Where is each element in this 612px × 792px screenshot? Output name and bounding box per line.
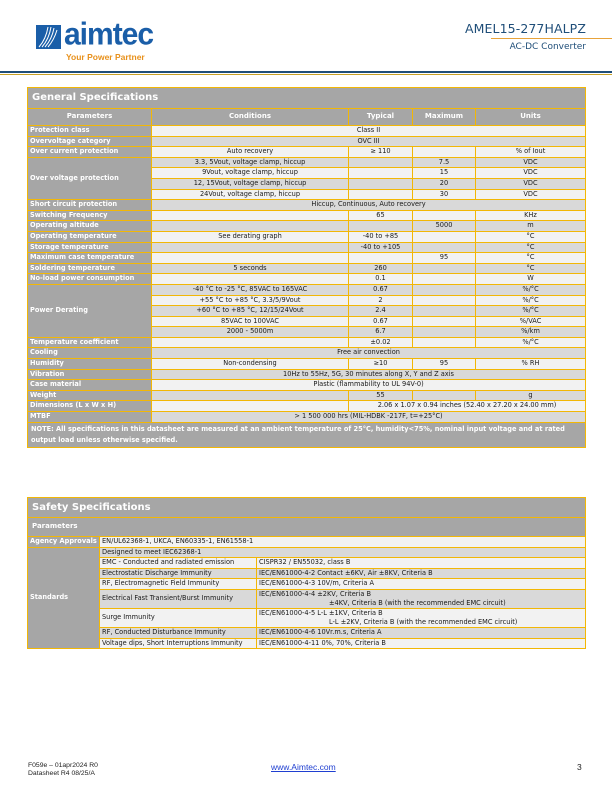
- param-label: Case material: [28, 380, 152, 391]
- condition: 12, 15Vout, voltage clamp, hiccup: [152, 178, 349, 189]
- section-title: General Specifications: [28, 88, 586, 109]
- typical: 55: [349, 390, 413, 401]
- standard-value: CISPR32 / EN55032, class B: [257, 558, 586, 569]
- maximum: [413, 284, 476, 295]
- maximum: 95: [413, 359, 476, 370]
- standard-name: RF, Electromagnetic Field Immunity: [100, 579, 257, 590]
- table-row: [28, 147, 586, 158]
- param-label: Operating altitude: [28, 221, 152, 232]
- param-label: MTBF: [28, 412, 152, 423]
- standard-value: IEC/EN61000-4-2 Contact ±6KV, Air ±8KV, Criteria B: [257, 568, 586, 579]
- table-row: [28, 231, 586, 242]
- maximum: 15: [413, 168, 476, 179]
- table-row: [28, 369, 586, 380]
- table-row: [28, 547, 586, 558]
- standard-value-line1: IEC/EN61000-4-4 ±2KV, Criteria B: [259, 589, 371, 598]
- table-row: [28, 627, 586, 638]
- table-row: [28, 412, 586, 423]
- maximum: 20: [413, 178, 476, 189]
- standard-value: IEC/EN61000-4-6 10Vr.m.s, Criteria A: [257, 627, 586, 638]
- typical: [349, 189, 413, 200]
- standard-value: IEC/EN61000-4-3 10V/m, Criteria A: [257, 579, 586, 590]
- section-title: Safety Specifications: [28, 498, 586, 518]
- table-row: [28, 242, 586, 253]
- param-value: > 1 500 000 hrs (MIL-HDBK -217F, t=+25°C): [152, 412, 586, 423]
- table-row: [28, 638, 586, 649]
- column-header-conditions: Conditions: [152, 109, 349, 126]
- condition: +55 °C to +85 °C, 3.3/5/9Vout: [152, 295, 349, 306]
- maximum: [413, 327, 476, 338]
- maximum: [413, 390, 476, 401]
- unit: % of Iout: [476, 147, 586, 158]
- logo-tagline: Your Power Partner: [66, 52, 145, 62]
- maximum: [413, 210, 476, 221]
- param-value: 2.06 x 1.07 x 0.94 inches (52.40 x 27.20 x 24.00 mm): [349, 401, 586, 412]
- table-row: [28, 558, 586, 569]
- maximum: [413, 147, 476, 158]
- table-row: [28, 359, 586, 370]
- typical: [349, 253, 413, 264]
- table-row: [28, 390, 586, 401]
- typical: 65: [349, 210, 413, 221]
- param-label: Agency Approvals: [28, 537, 100, 548]
- table-row: [28, 274, 586, 285]
- typical: 0.67: [349, 316, 413, 327]
- maximum: 30: [413, 189, 476, 200]
- typical: 0.67: [349, 284, 413, 295]
- header-divider: [0, 71, 612, 73]
- unit: °C: [476, 253, 586, 264]
- typical: 0.1: [349, 274, 413, 285]
- footer-revision: [28, 762, 98, 778]
- datasheet-revision: Datasheet R4 08/25/A: [28, 770, 95, 777]
- unit: % RH: [476, 359, 586, 370]
- table-row: [28, 537, 586, 548]
- typical: [349, 221, 413, 232]
- maximum: [413, 263, 476, 274]
- standard-name: Electrical Fast Transient/Burst Immunity: [100, 589, 257, 608]
- unit: °C: [476, 242, 586, 253]
- param-label: Power Derating: [28, 284, 152, 337]
- table-row: [28, 589, 586, 608]
- table-row: [28, 263, 586, 274]
- table-row: [28, 253, 586, 264]
- condition: +60 °C to +85 °C, 12/15/24Vout: [152, 306, 349, 317]
- table-row: [28, 568, 586, 579]
- param-value: Class II: [152, 126, 586, 137]
- typical: -40 to +85: [349, 231, 413, 242]
- page-number: 3: [577, 762, 582, 772]
- param-label: Maximum case temperature: [28, 253, 152, 264]
- unit: KHz: [476, 210, 586, 221]
- table-row: [28, 401, 586, 412]
- condition: 9Vout, voltage clamp, hiccup: [152, 168, 349, 179]
- typical: [349, 168, 413, 179]
- param-label: Weight: [28, 390, 152, 401]
- param-label: Dimensions (L x W x H): [28, 401, 152, 412]
- condition: 24Vout, voltage clamp, hiccup: [152, 189, 349, 200]
- condition: [152, 242, 349, 253]
- param-value: Hiccup, Continuous, Auto recovery: [152, 200, 586, 211]
- table-row: [28, 284, 586, 295]
- table-row: [28, 210, 586, 221]
- param-label: Operating temperature: [28, 231, 152, 242]
- table-row: [28, 579, 586, 590]
- maximum: [413, 231, 476, 242]
- product-code: AMEL15-277HALPZ: [465, 21, 586, 36]
- unit: %/VAC: [476, 316, 586, 327]
- maximum: [413, 306, 476, 317]
- maximum: [413, 295, 476, 306]
- title-underline: [491, 38, 612, 39]
- unit: °C: [476, 263, 586, 274]
- condition: [152, 274, 349, 285]
- typical: ≥10: [349, 359, 413, 370]
- table-row: [28, 608, 586, 627]
- condition: 3.3, 5Vout, voltage clamp, hiccup: [152, 157, 349, 168]
- table-row: [28, 126, 586, 137]
- maximum: [413, 316, 476, 327]
- column-header-typical: Typical: [349, 109, 413, 126]
- condition: 5 seconds: [152, 263, 349, 274]
- standard-value: IEC/EN61000-4-11 0%, 70%, Criteria B: [257, 638, 586, 649]
- table-row: [28, 380, 586, 391]
- logo-wordmark: aimtec: [64, 17, 154, 52]
- safety-specifications-table: [27, 497, 586, 649]
- unit: VDC: [476, 168, 586, 179]
- column-header-maximum: Maximum: [413, 109, 476, 126]
- unit: %/°C: [476, 337, 586, 348]
- condition: 85VAC to 100VAC: [152, 316, 349, 327]
- unit: %/°C: [476, 284, 586, 295]
- logo-mark-icon: [36, 25, 61, 49]
- param-label: Switching Frequency: [28, 210, 152, 221]
- param-label: Protection class: [28, 126, 152, 137]
- unit: m: [476, 221, 586, 232]
- typical: [349, 157, 413, 168]
- standard-name: RF, Conducted Disturbance Immunity: [100, 627, 257, 638]
- unit: g: [476, 390, 586, 401]
- form-code: F059e – 01apr2024 R0: [28, 762, 98, 769]
- typical: 2.4: [349, 306, 413, 317]
- maximum: 7.5: [413, 157, 476, 168]
- standard-name: Surge Immunity: [100, 608, 257, 627]
- condition: [152, 401, 349, 412]
- unit: %/°C: [476, 306, 586, 317]
- typical: [349, 178, 413, 189]
- standard-value: [257, 589, 586, 608]
- param-label: Cooling: [28, 348, 152, 359]
- standard-value: [257, 608, 586, 627]
- param-label: Soldering temperature: [28, 263, 152, 274]
- param-value: 10Hz to 55Hz, 5G, 30 minutes along X, Y and Z axis: [152, 369, 586, 380]
- table-row: [28, 337, 586, 348]
- unit: %/km: [476, 327, 586, 338]
- typical: 6.7: [349, 327, 413, 338]
- param-label: Humidity: [28, 359, 152, 370]
- header-divider-accent: [0, 74, 612, 75]
- maximum: [413, 242, 476, 253]
- param-value: Plastic (flammability to UL 94V-0): [152, 380, 586, 391]
- param-label: Standards: [28, 547, 100, 649]
- condition: [152, 390, 349, 401]
- standard-name: Electrostatic Discharge Immunity: [100, 568, 257, 579]
- condition: Auto recovery: [152, 147, 349, 158]
- maximum: 5000: [413, 221, 476, 232]
- standard-name: Voltage dips, Short Interruptions Immunity: [100, 638, 257, 649]
- param-label: Overvoltage category: [28, 136, 152, 147]
- param-label: Temperature coefficient: [28, 337, 152, 348]
- aimtec-logo: [36, 17, 166, 64]
- typical: 260: [349, 263, 413, 274]
- general-specifications-table: [27, 87, 586, 448]
- maximum: 95: [413, 253, 476, 264]
- column-header-parameters: Parameters: [28, 518, 586, 537]
- condition: See derating graph: [152, 231, 349, 242]
- product-type: AC-DC Converter: [509, 42, 586, 52]
- condition: Non-condensing: [152, 359, 349, 370]
- param-label: Over voltage protection: [28, 157, 152, 199]
- param-label: Storage temperature: [28, 242, 152, 253]
- maximum: [413, 274, 476, 285]
- param-value: EN/UL62368-1, UKCA, EN60335-1, EN61558-1: [100, 537, 586, 548]
- param-label: Vibration: [28, 369, 152, 380]
- condition: 2000 - 5000m: [152, 327, 349, 338]
- unit: °C: [476, 231, 586, 242]
- param-label: Short circuit protection: [28, 200, 152, 211]
- typical: 2: [349, 295, 413, 306]
- param-value: OVC III: [152, 136, 586, 147]
- param-label: No-load power consumption: [28, 274, 152, 285]
- unit: VDC: [476, 157, 586, 168]
- table-row: [28, 348, 586, 359]
- typical: ±0.02: [349, 337, 413, 348]
- standard-name: EMC - Conducted and radiated emission: [100, 558, 257, 569]
- table-row: [28, 221, 586, 232]
- condition: [152, 221, 349, 232]
- standard-value-line2: ±4KV, Criteria B (with the recommended EMC circuit): [329, 598, 506, 607]
- typical: ≥ 110: [349, 147, 413, 158]
- column-header-units: Units: [476, 109, 586, 126]
- condition: [152, 210, 349, 221]
- maximum: [413, 337, 476, 348]
- measurement-note: NOTE: All specifications in this datasheet are measured at an ambient temperature of 25°C, humidity<75%, nominal input voltage and at rated output load unless otherwise specified.: [28, 422, 586, 447]
- standard-value-line1: IEC/EN61000-4-5 L-L ±1KV, Criteria B: [259, 608, 383, 617]
- typical: -40 to +105: [349, 242, 413, 253]
- param-label: Over current protection: [28, 147, 152, 158]
- param-value: Free air convection: [152, 348, 586, 359]
- table-row: [28, 157, 586, 168]
- table-row: [28, 200, 586, 211]
- condition: [152, 337, 349, 348]
- param-value: Designed to meet IEC62368-1: [100, 547, 586, 558]
- condition: [152, 253, 349, 264]
- unit: W: [476, 274, 586, 285]
- condition: -40 °C to -25 °C, 85VAC to 165VAC: [152, 284, 349, 295]
- table-row: [28, 136, 586, 147]
- unit: %/°C: [476, 295, 586, 306]
- column-header-parameters: Parameters: [28, 109, 152, 126]
- unit: VDC: [476, 189, 586, 200]
- unit: VDC: [476, 178, 586, 189]
- website-link[interactable]: www.Aimtec.com: [271, 762, 336, 772]
- standard-value-line2: L-L ±2KV, Criteria B (with the recommended EMC circuit): [329, 617, 518, 626]
